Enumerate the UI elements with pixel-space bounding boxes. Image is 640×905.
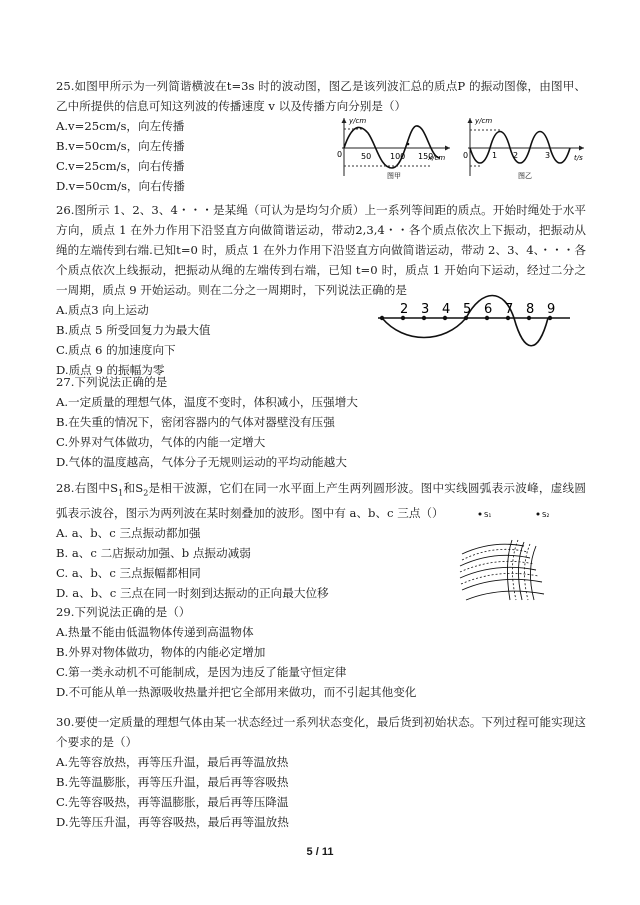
option-a: A.热量不能由低温物体传递到高温物体 <box>56 625 254 639</box>
option-a: A.先等容放热，再等压升温，最后再等温放热 <box>56 755 289 769</box>
yi-tick-3: 3 <box>545 151 551 160</box>
option-a: A. a、b、c 三点振动都加强 <box>56 526 201 541</box>
option-b: B.先等温膨胀，再等压升温，最后再等容吸热 <box>56 775 289 789</box>
question-29 <box>56 602 586 702</box>
yi-tick-0: 0 <box>463 151 469 160</box>
option-d: D.不可能从单一热源吸收热量并把它全部用来做功，而不引起其他变化 <box>56 685 417 699</box>
yi-tick-2: 2 <box>513 151 519 160</box>
jia-tick-0: 0 <box>337 150 343 159</box>
figure-jia-wave-graph <box>334 114 454 184</box>
option-c: C. a、b、c 三点振幅都相同 <box>56 566 201 581</box>
yi-caption: 图乙 <box>518 172 532 180</box>
option-d: D. a、b、c 三点在同一时刻到达振动的正向最大位移 <box>56 586 329 601</box>
option-c: C.第一类永动机不可能制成，是因为违反了能量守恒定律 <box>56 665 347 679</box>
jia-caption: 图甲 <box>387 172 401 180</box>
figure-rope-particles <box>374 294 574 368</box>
jia-tick-100: 100 <box>390 152 406 161</box>
rope-label-6: 6 <box>484 302 493 317</box>
page-number: 5 / 11 <box>306 846 334 858</box>
rope-label-8: 8 <box>526 302 535 317</box>
rope-label-7: 7 <box>505 302 514 317</box>
figure-wave-interference <box>452 504 582 608</box>
option-b: B.v=50cm/s，向左传播 <box>56 139 185 153</box>
option-b: B.外界对物体做功，物体的内能必定增加 <box>56 645 266 659</box>
source-s2-label: S₂ <box>542 511 550 519</box>
rope-label-9: 9 <box>547 302 556 317</box>
option-c: C.质点 6 的加速度向下 <box>56 343 176 357</box>
question-27 <box>56 372 586 472</box>
jia-tick-50: 50 <box>361 152 372 161</box>
option-d: D.气体的温度越高，气体分子无规则运动的平均动能越大 <box>56 455 347 469</box>
option-a: A.一定质量的理想气体，温度不变时，体积减小，压强增大 <box>56 395 358 409</box>
option-b: B.质点 5 所受回复力为最大值 <box>56 323 211 337</box>
question-stem: 28.右图中$S_1$和$S_2$是相干波源，它们在同一水平面上产生两列圆形波。图中实线圆弧表示波峰，虚线圆弧表示波谷，图示为两列波在某时刻叠加的波形。图中有 a、b、c 三点（） <box>56 481 586 521</box>
option-a: A.v=25cm/s，向左传播 <box>56 119 185 133</box>
figure-yi-vibration-graph <box>462 114 592 184</box>
option-d: D.质点 9 的振幅为零 <box>56 363 165 377</box>
question-stem: 26.图所示 1、2、3、4・・・是某绳（可认为是均匀介质）上一系列等间距的质点。开始时绳处于水平方向，质点 1 在外力作用下沿竖直方向做简谐运动，带动2,3,4・・各个质点依次上下振动，把振动从绳的左端传到右端.已知t=0 时，质点 1 在外力作用下沿竖直方向做简谐运动，带动 2、3、4、・・・各个质点依次上线振动，把振动从绳的左端传到右端，已知 t=0 时，质点 1 开始向下运动，经过二分之一周期，质点 9 开始运动。则在二分之一周期时，下列说法正确的是 <box>56 203 586 297</box>
question-30 <box>56 712 586 832</box>
rope-label-5: 5 <box>463 302 472 317</box>
jia-xlabel: x/cm <box>428 154 446 162</box>
option-b: B. a、c 二店振动加强、b 点振动减弱 <box>56 546 251 561</box>
jia-tick-150: 150 <box>418 152 434 161</box>
option-c: C.v=25cm/s，向右传播 <box>56 159 185 173</box>
option-c: C.先等容吸热，再等温膨胀，最后再等压降温 <box>56 795 289 809</box>
rope-label-3: 3 <box>421 302 430 317</box>
rope-label-2: 2 <box>400 302 409 317</box>
option-c: C.外界对气体做功，气体的内能一定增大 <box>56 435 266 449</box>
yi-xlabel: t/s <box>574 154 583 162</box>
question-stem: 30.要使一定质量的理想气体由某一状态经过一系列状态变化，最后货到初始状态。下列过程可能实现这个要求的是（） <box>56 715 586 749</box>
option-d: D.先等压升温，再等容吸热，最后再等温放热 <box>56 815 289 829</box>
question-stem: 29.下列说法正确的是（） <box>56 605 191 619</box>
question-stem: 25.如图甲所示为一列简谐横波在t=3s 时的波动图，图乙是该列波汇总的质点P 的振动图像，由图甲、乙中所提供的信息可知这列波的传播速度 v 以及传播方向分别是（） <box>56 79 586 113</box>
option-a: A.质点3 向上运动 <box>56 303 149 317</box>
jia-ylabel: y/cm <box>349 117 367 125</box>
yi-tick-1: 1 <box>492 151 498 160</box>
question-stem: 27.下列说法正确的是 <box>56 375 168 389</box>
rope-label-4: 4 <box>442 302 451 317</box>
source-s1-label: S₁ <box>484 511 492 519</box>
option-d: D.v=50cm/s，向右传播 <box>56 179 185 193</box>
option-b: B.在失重的情况下，密闭容器内的气体对器壁没有压强 <box>56 415 335 429</box>
yi-ylabel: y/cm <box>475 117 493 125</box>
